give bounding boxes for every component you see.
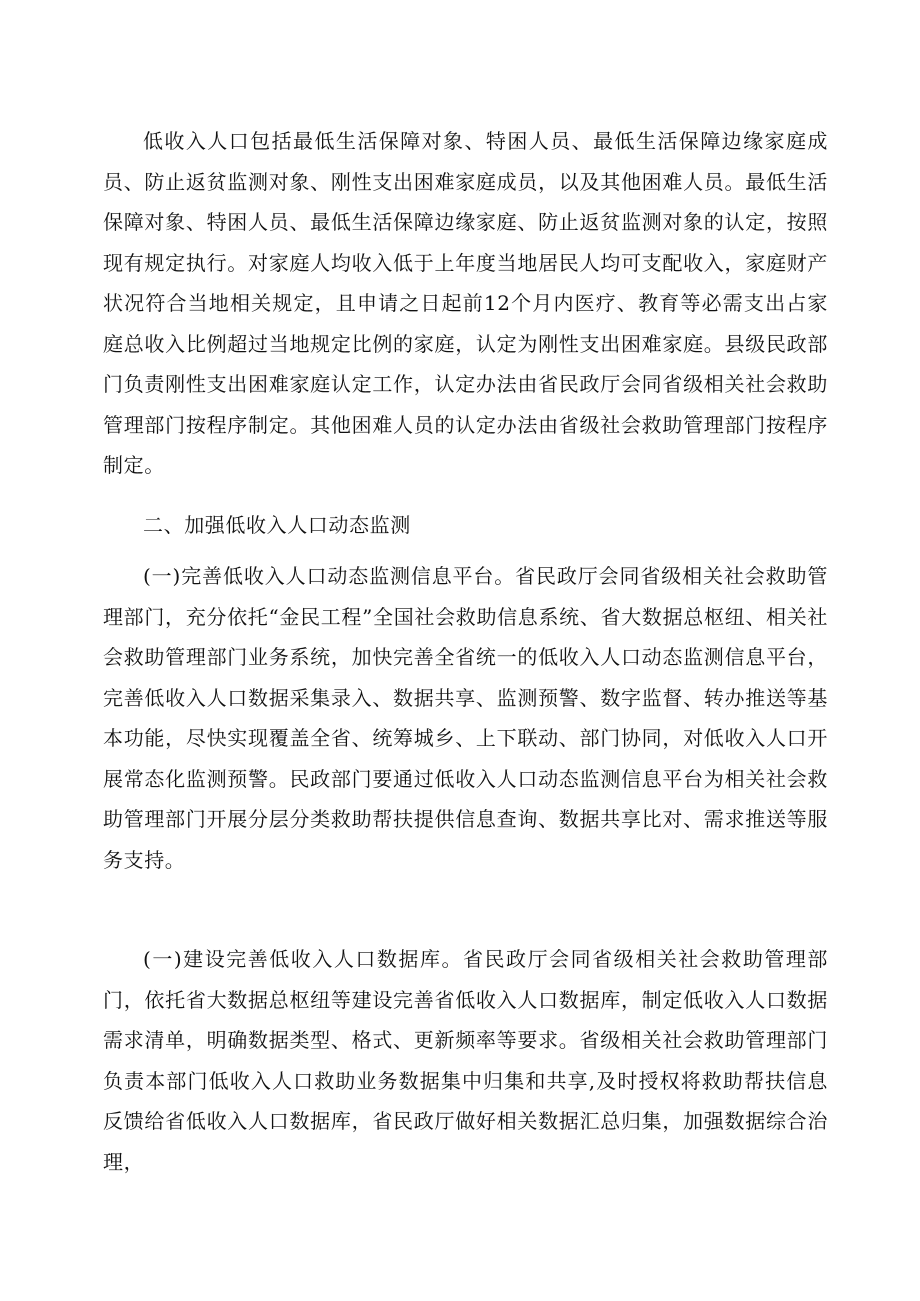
paragraph-low-income-definition: 低收入人口包括最低生活保障对象、特困人员、最低生活保障边缘家庭成员、防止返贫监测对象、刚性支出困难家庭成员，以及其他困难人员。最低生活保障对象、特困人员、最低生活保障边缘家庭、防止返贫监测对象的认定，按照现有规定执行。对家庭人均收入低于上年度当地居民人均可支配收入，家庭财产状况符合当地相关规定，且申请之日起前12个月内医疗、教育等必需支出占家庭总收入比例超过当地规定比例的家庭，认定为刚性支出困难家庭。县级民政部门负责刚性支出困难家庭认定工作，认定办法由省民政厅会同省级相关社会救助管理部门按程序制定。其他困难人员的认定办法由省级社会救助管理部门按程序制定。 [103, 129, 828, 477]
paragraph-monitoring-platform: (一)完善低收入人口动态监测信息平台。省民政厅会同省级相关社会救助管理部门，充分依托“金民工程”全国社会救助信息系统、省大数据总枢纽、相关社会救助管理部门业务系统，加快完善全省统一的低收入人口动态监测信息平台，完善低收入人口数据采集录入、数据共享、监测预警、数字监督、转办推送等基本功能，尽快实现覆盖全省、统筹城乡、上下联动、部门协同，对低收入人口开展常态化监测预警。民政部门要通过低收入人口动态监测信息平台为相关社会救助管理部门开展分层分类救助帮扶提供信息查询、数据共享比对、需求推送等服务支持。 [103, 564, 828, 872]
section-heading-dynamic-monitoring: 二、加强低收入人口动态监测 [143, 513, 411, 537]
paragraph-database: (一)建设完善低收入人口数据库。省民政厅会同省级相关社会救助管理部门，依托省大数据总枢纽等建设完善省低收入人口数据库，制定低收入人口数据需求清单，明确数据类型、格式、更新频率等要求。省级相关社会救助管理部门负责本部门低收入人口救助业务数据集中归集和共享,及时授权将救助帮扶信息反馈给省低收入人口数据库，省民政厅做好相关数据汇总归集，加强数据综合治理， [103, 947, 828, 1174]
